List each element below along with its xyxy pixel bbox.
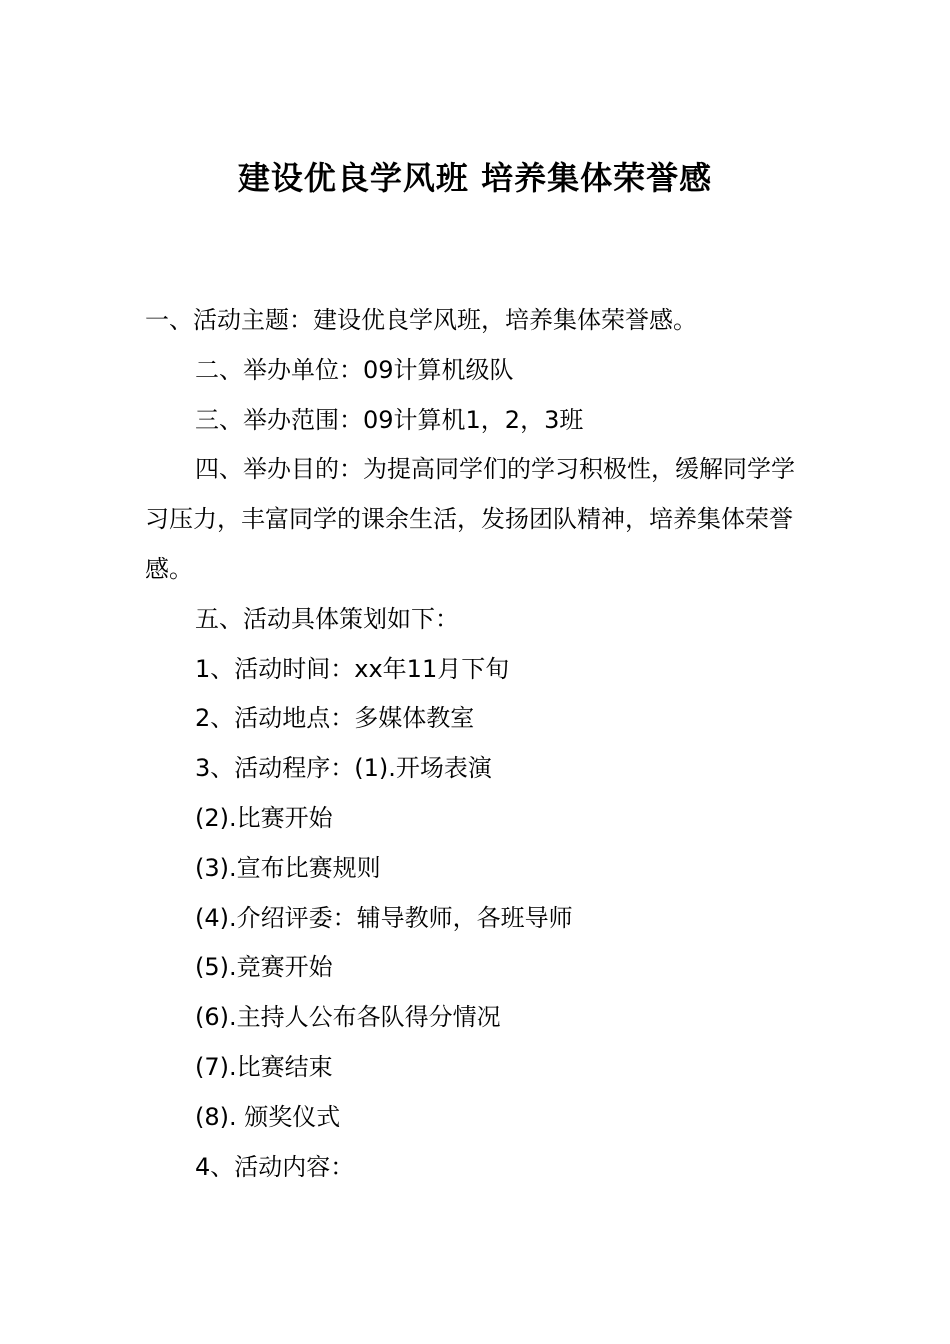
procedure-step: (6).主持人公布各队得分情况 [195,1003,501,1032]
procedure-step: (5).竞赛开始 [195,953,333,982]
document-title: 建设优良学风班 培养集体荣誉感 [237,159,713,197]
paragraph-content-heading: 4、活动内容： [195,1152,355,1181]
paragraph-procedure: 3、活动程序：(1).开场表演 [195,754,492,783]
procedure-step: (2).比赛开始 [195,803,333,832]
procedure-step: (3).宣布比赛规则 [195,853,381,882]
procedure-step: (8). 颁奖仪式 [195,1102,341,1131]
paragraph-organizer: 二、举办单位：09计算机级队 [195,355,514,384]
paragraph-theme: 一、活动主题：建设优良学风班，培养集体荣誉感。 [145,306,697,334]
procedure-step: (4).介绍评委：辅导教师，各班导师 [195,903,573,932]
paragraph-scope: 三、举办范围：09计算机1，2，3班 [195,405,584,434]
paragraph-purpose: 四、举办目的：为提高同学们的学习积极性，缓解同学学习压力，丰富同学的课余生活，发扬团队精神，培养集体荣誉感。 [145,455,795,583]
paragraph-time: 1、活动时间：xx年11月下旬 [195,654,510,683]
document-body [145,296,810,1192]
paragraph-location: 2、活动地点：多媒体教室 [195,704,475,733]
procedure-step: (7).比赛结束 [195,1052,333,1081]
paragraph-plan-heading: 五、活动具体策划如下： [195,604,459,633]
